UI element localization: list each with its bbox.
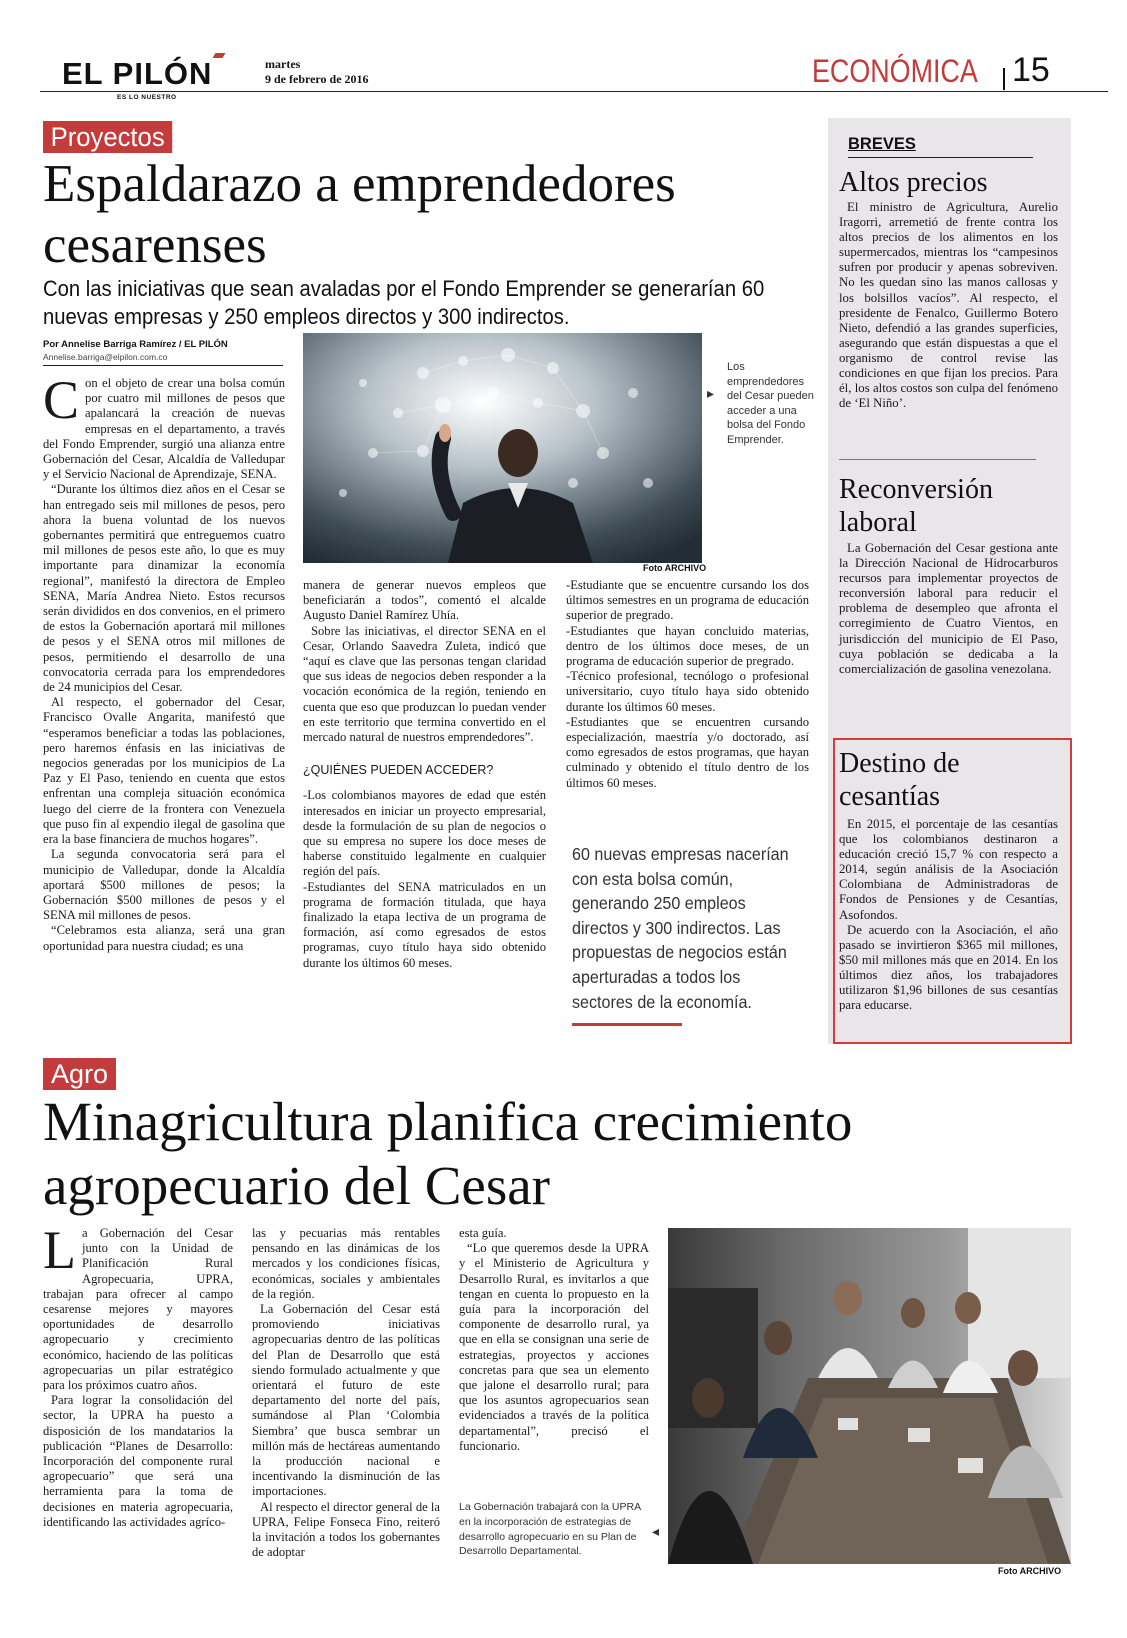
paragraph: -Estudiantes del SENA matriculados en un programa de formación titulada, que haya finalizado la etapa lectiva de un programa de formación, así como egresados de estos programas, cuyo título haya sido obtenido durante los últimos 60 meses. (303, 879, 546, 970)
paragraph: on el objeto de crear una bolsa común por cuatro mil millones de pesos que apalancará la creación de nuevas empresas en el departamento, a través del Fondo Emprender, surgió una alianza entre Gobernación del Cesar, Alcaldía de Valledupar y el Servicio Nacional de Aprendizaje, SENA. (43, 376, 285, 482)
author-email[interactable]: Annelise.barriga@elpilon.com.co (43, 352, 168, 362)
agro-column-2 (252, 1226, 440, 1560)
section-tag-proyectos[interactable]: Proyectos (43, 121, 172, 153)
agro-column-3 (459, 1226, 649, 1454)
newspaper-slogan: ES LO NUESTRO (117, 94, 177, 101)
paragraph: -Estudiantes que se encuentren cursando especialización, maestría y/o doctorado, así como egresados de estos programas, que hayan culminado y obtenido el título dentro de los últimos 60 meses. (566, 714, 809, 790)
paragraph: esta guía. (459, 1226, 507, 1240)
breve-title-reconversion: Reconversión laboral (839, 474, 993, 538)
masthead-rule (40, 91, 1108, 92)
breve-divider (839, 459, 1036, 460)
article-byline: Por Annelise Barriga Ramírez / EL PILÓN (43, 339, 228, 350)
pull-quote: 60 nuevas empresas nacerían con esta bolsa común, generando 250 empleos directos y 300 indirectos. Las propuestas de negocios están aperturadas a todos los sectores de la economía. (572, 844, 789, 1012)
dropcap: C (43, 370, 80, 430)
paragraph: -Técnico profesional, tecnólogo o profesional universitario, cuyo título haya sido obtenido durante los últimos 60 meses. (566, 669, 809, 714)
article-column-2 (303, 578, 546, 971)
paragraph: La Gobernación del Cesar está promoviendo iniciativas agropecuarias dentro de las políticas del Plan de Desarrollo que está siendo formulado actualmente y que orientará el futuro de este departamento del norte del país, sumándose al Plan ‘Colombia Siembra’ que busca sembrar un millón más de hectáreas aumentando la producción nacional e incentivando la disminución de las importaciones. (252, 1302, 440, 1499)
agro-photo-caption: La Gobernación trabajará con la UPRA en la incorporación de estrategias de desarrollo agropecuario en su Plan de Desarrollo Departamental. (459, 1501, 641, 1558)
dropcap: L (43, 1220, 76, 1280)
paragraph: manera de generar nuevos empleos que beneficiarán a todos”, comentó el alcalde Augusto Daniel Ramírez Uhía. (303, 578, 546, 623)
paragraph: -Estudiante que se encuentre cursando los dos últimos semestres en un programa de educación superior de pregrado. (566, 578, 809, 623)
paragraph: Al respecto, el gobernador del Cesar, Francisco Ovalle Angarita, manifestó que “esperamos beneficiar a todas las poblaciones, pero haremos énfasis en las iniciativas de negocios generadas por los municipios de La Paz y El Paso, teniendo en cuenta que estos enfrentan una compleja situación económica luego del cierre de la frontera con Venezuela que puso fin al expendio ilegal de gasolina que era la base financiera de muchos hogares”. (43, 695, 285, 847)
masthead (0, 0, 1127, 100)
paragraph: “Lo que queremos desde la UPRA y el Ministerio de Agricultura y Desarrollo Rural, es invitarlos a que tengan en cuenta lo propuesto en la guía para la incorporación del componente de desarrollo rural, ya que en ella se consignan una serie de estrategias, proyectos y acciones concretas para que sea un elemento que jalone el desarrollo rural; para que los asuntos agropecuarios sean evidenciados a través de la política departamental”, precisó el funcionario. (459, 1241, 649, 1453)
paragraph: -Los colombianos mayores de edad que estén interesados en iniciar un proyecto empresarial, desde la formulación de su plan de negocios o que su empresa no supere los doce meses de haberse constituido legalmente en cualquier región del país. (303, 788, 546, 879)
issue-day: martes (265, 57, 301, 71)
breves-rule (848, 157, 1033, 158)
photo-caption: Los emprendedores del Cesar pueden acceder a una bolsa del Fondo Emprender. (727, 361, 814, 446)
logo-accent (213, 53, 226, 58)
caption-pointer-icon: ▸ (707, 387, 715, 402)
section-name[interactable]: ECONÓMICA (812, 53, 978, 89)
paragraph: -Estudiantes que hayan concluido materias, dentro de los últimos doce meses, de un programa de educación superior de pregrado. (566, 623, 809, 669)
paragraph: “Durante los últimos diez años en el Cesar se han entregado seis mil millones de pesos, pero ahora la buena voluntad de los nuevos gobernantes permitirá que entreguemos cuatro mil millones de pesos este año, lo que es muy importante para dinamizar la economía regional”, manifestó la directora de Empleo SENA, María Andrea Nieto. Estos recursos serán divididos en dos convenios, en el primero de estos la Gobernación aportará mil millones de pesos y el SENA otros mil millones de pesos, permitiendo el desarrollo de una convocatoria cerrada para los emprendedores de 24 municipios del Cesar. (43, 482, 285, 695)
caption-pointer-icon: ◂ (652, 1525, 660, 1540)
article-column-3 (566, 578, 809, 791)
byline-rule (43, 365, 283, 366)
issue-date: 9 de febrero de 2016 (265, 72, 369, 86)
section-tag-agro[interactable]: Agro (43, 1058, 116, 1090)
paragraph: a Gobernación del Cesar junto con la Unidad de Planificación Rural Agropecuaria, UPRA, trabajan para ofrecer al campo cesarense mejores y mayores oportunidades de desarrollo agropecuario y crecimiento económico, haciendo de las políticas agropecuarias un pilar estratégico para los próximos cuatro años. (43, 1226, 233, 1393)
page-number-divider (1003, 68, 1005, 90)
article-headline: Espaldarazo a emprendedores cesarenses (43, 155, 676, 274)
paragraph: La segunda convocatoria será para el municipio de Valledupar, donde la Alcaldía aportará $500 millones de pesos; la Gobernación $500 millones de pesos y el SENA mil millones de pesos. (43, 847, 285, 923)
article-headline-agro: Minagricultura planifica crecimiento agropecuario del Cesar (43, 1091, 853, 1216)
breve-title-cesantias: Destino de cesantías (839, 748, 960, 812)
agro-photo-credit: Foto ARCHIVO (998, 1566, 1062, 1576)
photo-credit: Foto ARCHIVO (643, 563, 707, 573)
paragraph: De acuerdo con la Asociación, el año pasado se invirtieron $365 mil millones, $50 mil millones más que en 2014. En los últimos diez años, los trabajadores utilizaron $1,96 billones de sus cesantías para educarse. (839, 922, 1058, 1013)
breve-text-altos-precios (839, 200, 1058, 411)
paragraph: Para lograr la consolidación del sector, la UPRA ha puesto a disposición de los mandatarios la publicación “Planes de Desarrollo: Incorporación del componente rural agropecuario” que será una herramienta para la toma de decisiones en materia agropecuaria, identificando las actividades agríco- (43, 1393, 233, 1529)
paragraph: “Celebramos esta alianza, será una gran oportunidad para nuestra ciudad; es una (43, 923, 285, 953)
article-subhead: Con las iniciativas que sean avaladas por el Fondo Emprender se generarían 60 nuevas empresas y 250 empleos directos y 300 indirectos. (43, 276, 765, 329)
pull-quote-rule (572, 1023, 682, 1026)
paragraph: En 2015, el porcentaje de las cesantías que los colombianos destinaron a educación creció 15,7 % con respecto a 2014, según análisis de la Asociación Colombiana de Administradoras de Fondos de Pensiones y de Cesantías, Asofondos. (839, 817, 1058, 922)
breve-title-altos-precios: Altos precios (839, 167, 988, 198)
page-number: 15 (1012, 51, 1050, 89)
agro-photo-meeting (668, 1228, 1071, 1564)
paragraph: El ministro de Agricultura, Aurelio Iragorri, arremetió de frente contra los altos precios de los alimentos en los supermercados, mientras los “campesinos sufren por producir y apenas sobreviven. No les quedan sino las manos callosas y los bolsillos vacíos”. Al respecto, el presidente de Fenalco, Guillermo Botero Nieto, defendió a las grandes superficies, asegurando que están dispuestas a que el organismo de control revise las condiciones en que fijan los precios. Para él, los altos costos son culpa del fenómeno de ‘El Niño’. (839, 200, 1058, 411)
paragraph: Al respecto el director general de la UPRA, Felipe Fonseca Fino, reiteró la invitación a todos los gobernantes de adoptar (252, 1499, 440, 1560)
paragraph: las y pecuarias más rentables pensando en las dinámicas de los mercados y los condiciones físicas, económicas, sociales y ambientales de la región. (252, 1226, 440, 1301)
breves-label: BREVES (848, 135, 916, 153)
breve-text-cesantias (839, 817, 1058, 1013)
agro-column-1 (43, 1220, 233, 1530)
paragraph: Sobre las iniciativas, el director SENA en el Cesar, Orlando Saavedra Zuleta, indicó que “aquí es clave que las personas tengan claridad que sus ideas de negocios deben responder a la vocación económica de la región, teniendo en cuenta que eso que produzcan lo puedan vender en este territorio que termina convertido en el mercado natural de nuestros emprendedores”. (303, 623, 546, 745)
article-column-1 (43, 370, 285, 954)
article-photo-businessman (303, 333, 702, 563)
subtitle-who-can-access: ¿QUIÉNES PUEDEN ACCEDER? (303, 763, 494, 778)
newspaper-logo[interactable]: EL PILÓN (62, 56, 213, 91)
breve-text-reconversion (839, 541, 1058, 677)
paragraph: La Gobernación del Cesar gestiona ante la Dirección Nacional de Hidrocarburos recursos para implementar proyectos de reconversión laboral para reducir el problema de desempleo que afronta el corregimiento de Cuatro Vientos, en jurisdicción del municipio de El Paso, cuya población se dedicaba a la comercialización de gasolina venezolana. (839, 541, 1058, 676)
